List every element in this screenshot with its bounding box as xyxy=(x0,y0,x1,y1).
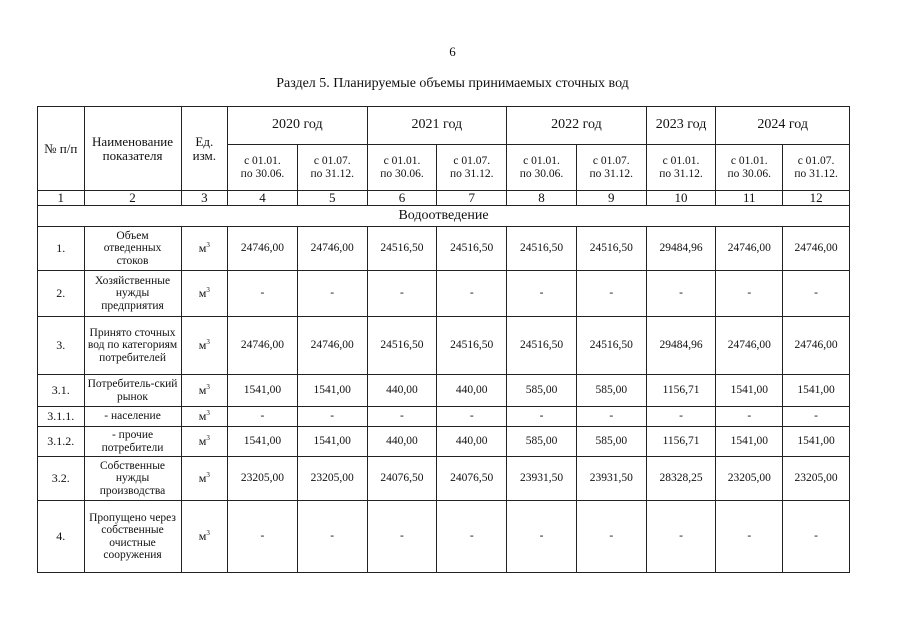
table-row xyxy=(38,375,850,407)
row-value: 24076,50 xyxy=(367,457,437,501)
unit-power: 3 xyxy=(206,529,210,538)
unit-base: м xyxy=(198,529,207,544)
row-value: 28328,25 xyxy=(646,457,716,501)
table-row xyxy=(38,317,850,375)
row-name: Хозяйственные нужды предприятия xyxy=(84,271,181,317)
period-line: с 01.07. xyxy=(313,155,351,168)
row-name: Объем отведенных стоков xyxy=(84,227,181,271)
row-unit xyxy=(181,457,228,501)
row-value: - xyxy=(297,271,367,317)
row-value: 440,00 xyxy=(437,375,507,407)
header-period xyxy=(437,145,507,191)
row-value: - xyxy=(297,407,367,427)
row-value: - xyxy=(228,501,298,573)
row-unit xyxy=(181,317,228,375)
period-line: с 01.01. xyxy=(244,155,281,168)
column-number: 11 xyxy=(716,191,783,206)
row-number: 3.2. xyxy=(38,457,85,501)
period-line: по 31.12. xyxy=(589,167,634,180)
row-value: 24746,00 xyxy=(228,317,298,375)
unit-power: 3 xyxy=(206,338,210,347)
row-value: 1156,71 xyxy=(646,375,716,407)
row-value: 440,00 xyxy=(367,427,437,457)
unit-base: м xyxy=(198,338,207,353)
row-value: - xyxy=(367,271,437,317)
row-value: 24746,00 xyxy=(297,317,367,375)
unit-base: м xyxy=(198,286,207,301)
row-value: 1541,00 xyxy=(228,427,298,457)
row-value: 24746,00 xyxy=(783,317,850,375)
row-value: 24516,50 xyxy=(367,317,437,375)
table-row xyxy=(38,407,850,427)
row-number: 3.1.2. xyxy=(38,427,85,457)
row-number: 2. xyxy=(38,271,85,317)
row-value: 1541,00 xyxy=(783,375,850,407)
row-value: - xyxy=(437,271,507,317)
header-years-row xyxy=(38,107,850,145)
row-number: 1. xyxy=(38,227,85,271)
period-line: с 01.07. xyxy=(797,155,835,168)
table-row xyxy=(38,271,850,317)
period-line: по 30.06. xyxy=(519,167,564,180)
unit-base: м xyxy=(198,434,207,449)
row-value: 24516,50 xyxy=(576,317,646,375)
header-year-2021: 2021 год xyxy=(367,107,507,145)
page-number: 6 xyxy=(449,44,456,59)
row-unit xyxy=(181,501,228,573)
row-name: Принято сточных вод по категориям потребителей xyxy=(84,317,181,375)
row-value: 23931,50 xyxy=(576,457,646,501)
unit-power: 3 xyxy=(206,383,210,392)
row-value: 29484,96 xyxy=(646,227,716,271)
unit-base: м xyxy=(198,241,207,256)
page-title: Раздел 5. Планируемые объемы принимаемых сточных вод xyxy=(276,76,629,91)
row-value: - xyxy=(228,271,298,317)
period-line: по 30.06. xyxy=(240,167,285,180)
row-name: Пропущено через собственные очистные сооружения xyxy=(84,501,181,573)
column-number: 10 xyxy=(646,191,716,206)
row-value: 585,00 xyxy=(576,427,646,457)
unit-power: 3 xyxy=(206,241,210,250)
column-numbers-row xyxy=(38,191,850,206)
header-period xyxy=(646,145,716,191)
row-number: 3. xyxy=(38,317,85,375)
row-value: - xyxy=(783,501,850,573)
header-year-2024: 2024 год xyxy=(716,107,850,145)
row-value: 440,00 xyxy=(367,375,437,407)
row-value: - xyxy=(646,271,716,317)
row-value: - xyxy=(716,501,783,573)
row-value: 23205,00 xyxy=(297,457,367,501)
row-value: 24746,00 xyxy=(228,227,298,271)
row-value: 1541,00 xyxy=(716,375,783,407)
header-period xyxy=(716,145,783,191)
row-value: 24746,00 xyxy=(297,227,367,271)
row-unit xyxy=(181,271,228,317)
unit-power: 3 xyxy=(206,409,210,418)
row-value: - xyxy=(297,501,367,573)
column-number: 8 xyxy=(507,191,577,206)
period-line: с 01.01. xyxy=(383,155,421,168)
column-number: 9 xyxy=(576,191,646,206)
row-name: Потребитель-ский рынок xyxy=(84,375,181,407)
period-line: по 31.12. xyxy=(449,167,494,180)
period-line: с 01.01. xyxy=(730,155,768,168)
period-line: по 30.06. xyxy=(727,167,772,180)
row-value: - xyxy=(783,271,850,317)
row-value: 585,00 xyxy=(507,427,577,457)
period-line: по 31.12. xyxy=(794,167,838,180)
period-line: с 01.07. xyxy=(453,155,491,168)
row-value: 24516,50 xyxy=(437,317,507,375)
row-value: 24516,50 xyxy=(437,227,507,271)
volumes-table xyxy=(37,106,850,573)
row-value: 1541,00 xyxy=(228,375,298,407)
period-line: по 31.12. xyxy=(310,167,354,180)
header-period xyxy=(783,145,850,191)
period-line: по 31.12. xyxy=(659,167,703,180)
header-year-2020: 2020 год xyxy=(228,107,368,145)
row-value: - xyxy=(576,271,646,317)
row-value: - xyxy=(228,407,298,427)
row-value: 1541,00 xyxy=(783,427,850,457)
header-unit: Ед. изм. xyxy=(181,107,228,191)
row-value: 24516,50 xyxy=(507,317,577,375)
row-value: 23205,00 xyxy=(716,457,783,501)
header-period xyxy=(576,145,646,191)
table-row xyxy=(38,501,850,573)
row-name: - прочие потребители xyxy=(84,427,181,457)
row-value: 585,00 xyxy=(576,375,646,407)
unit-power: 3 xyxy=(206,471,210,480)
period-line: по 30.06. xyxy=(380,167,424,180)
row-value: - xyxy=(576,501,646,573)
column-number: 5 xyxy=(297,191,367,206)
header-year-2022: 2022 год xyxy=(507,107,647,145)
unit-base: м xyxy=(198,471,207,486)
header-num: № п/п xyxy=(38,107,85,191)
row-value: 24076,50 xyxy=(437,457,507,501)
row-value: 24516,50 xyxy=(367,227,437,271)
header-name: Наименование показателя xyxy=(84,107,181,191)
row-value: 23205,00 xyxy=(783,457,850,501)
row-value: 440,00 xyxy=(437,427,507,457)
row-value: 29484,96 xyxy=(646,317,716,375)
row-value: - xyxy=(783,407,850,427)
row-value: 24516,50 xyxy=(576,227,646,271)
period-line: с 01.07. xyxy=(592,155,630,168)
row-value: 1156,71 xyxy=(646,427,716,457)
row-value: 23205,00 xyxy=(228,457,298,501)
row-number: 4. xyxy=(38,501,85,573)
row-value: - xyxy=(576,407,646,427)
period-line: с 01.01. xyxy=(523,155,560,168)
column-number: 3 xyxy=(181,191,228,206)
row-value: - xyxy=(646,407,716,427)
row-number: 3.1.1. xyxy=(38,407,85,427)
row-value: 24746,00 xyxy=(716,227,783,271)
row-name: Собственные нужды производства xyxy=(84,457,181,501)
row-value: 24746,00 xyxy=(783,227,850,271)
row-unit xyxy=(181,227,228,271)
column-number: 6 xyxy=(367,191,437,206)
row-unit xyxy=(181,375,228,407)
unit-power: 3 xyxy=(206,286,210,295)
table-row xyxy=(38,427,850,457)
row-value: 23931,50 xyxy=(507,457,577,501)
row-name: - население xyxy=(84,407,181,427)
header-period xyxy=(228,145,298,191)
row-value: 1541,00 xyxy=(716,427,783,457)
column-number: 2 xyxy=(84,191,181,206)
row-value: - xyxy=(507,271,577,317)
row-value: 1541,00 xyxy=(297,427,367,457)
table-row xyxy=(38,227,850,271)
column-number: 1 xyxy=(38,191,85,206)
column-number: 7 xyxy=(437,191,507,206)
row-value: - xyxy=(367,501,437,573)
row-unit xyxy=(181,407,228,427)
row-value: - xyxy=(437,407,507,427)
section-title: Водоотведение xyxy=(38,206,850,227)
row-value: - xyxy=(716,271,783,317)
period-line: с 01.01. xyxy=(662,155,700,168)
row-value: - xyxy=(437,501,507,573)
row-value: 1541,00 xyxy=(297,375,367,407)
header-period xyxy=(507,145,577,191)
header-period xyxy=(297,145,367,191)
column-number: 12 xyxy=(783,191,850,206)
row-value: - xyxy=(507,407,577,427)
unit-power: 3 xyxy=(206,434,210,443)
row-unit xyxy=(181,427,228,457)
row-value: 24516,50 xyxy=(507,227,577,271)
unit-base: м xyxy=(198,383,207,398)
header-year-2023: 2023 год xyxy=(646,107,716,145)
row-value: 585,00 xyxy=(507,375,577,407)
table-row xyxy=(38,457,850,501)
row-value: - xyxy=(507,501,577,573)
header-period xyxy=(367,145,437,191)
row-value: - xyxy=(716,407,783,427)
unit-base: м xyxy=(198,409,207,424)
row-number: 3.1. xyxy=(38,375,85,407)
row-value: 24746,00 xyxy=(716,317,783,375)
row-value: - xyxy=(646,501,716,573)
row-value: - xyxy=(367,407,437,427)
column-number: 4 xyxy=(228,191,298,206)
